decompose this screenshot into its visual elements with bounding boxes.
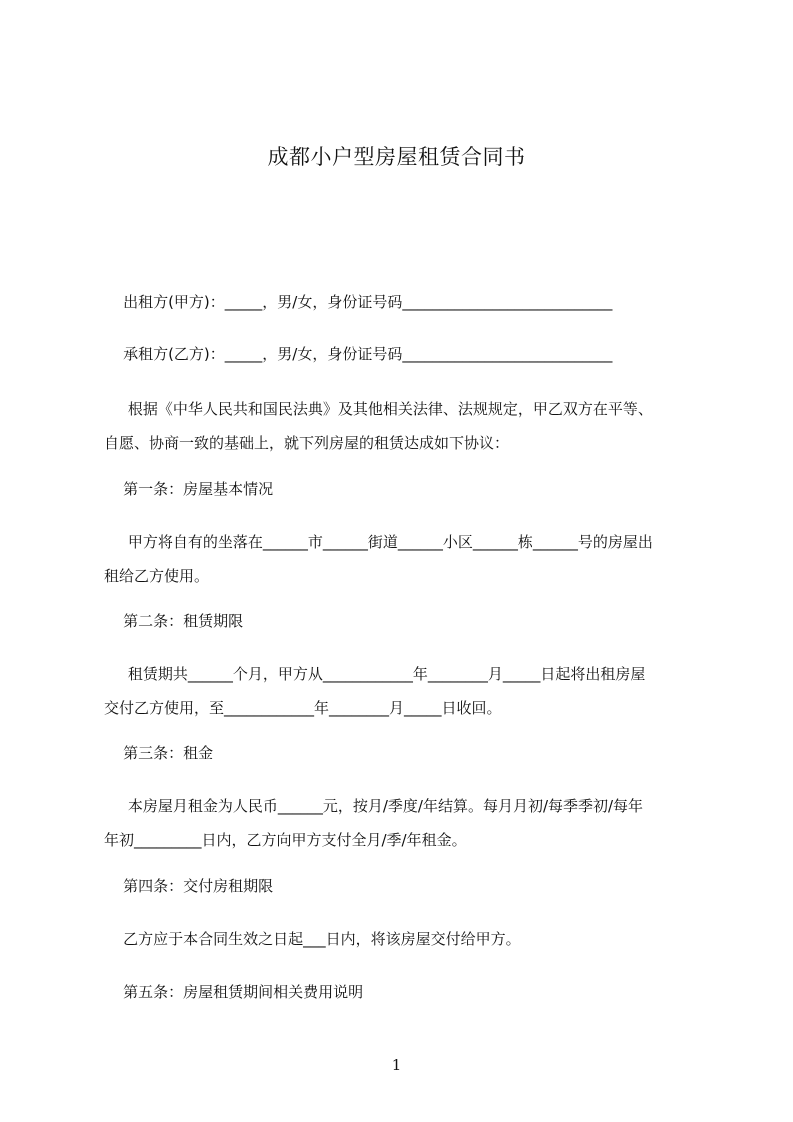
article-4-heading: 第四条：交付房租期限 bbox=[104, 877, 274, 895]
article-3-heading: 第三条：租金 bbox=[104, 744, 214, 762]
article-2-heading: 第二条：租赁期限 bbox=[104, 612, 244, 630]
article-3-body: 本房屋月租金为人民币______元，按月/季度/年结算。每月月初/每季季初/每年 年初_________日内，乙方向甲方支付全月/季/年租金。 bbox=[104, 797, 644, 849]
article-4-body: 乙方应于本合同生效之日起___日内，将该房屋交付给甲方。 bbox=[104, 930, 521, 948]
article-1-heading: 第一条：房屋基本情况 bbox=[104, 480, 274, 498]
document-title: 成都小户型房屋租赁合同书 bbox=[267, 145, 526, 169]
article-1-body: 甲方将自有的坐落在______市______街道______小区______栋______号的房屋出 租给乙方使用。 bbox=[104, 533, 653, 585]
article-5-heading: 第五条：房屋租赁期间相关费用说明 bbox=[104, 983, 364, 1001]
page-number: 1 bbox=[391, 1056, 402, 1074]
preamble-paragraph: 根据《中华人民共和国民法典》及其他相关法律、法规规定，甲乙双方在平等、 自愿、协商一致的基础上，就下列房屋的租赁达成如下协议： bbox=[104, 400, 653, 452]
lessor-line: 出租方(甲方)：_____，男/女，身份证号码____________________________ bbox=[104, 293, 613, 311]
article-2-body: 租赁期共______个月，甲方从____________年________月_____日起将出租房屋 交付乙方使用，至____________年________月_____日收回。 bbox=[104, 665, 646, 717]
lessee-line: 承租方(乙方)：_____，男/女，身份证号码____________________________ bbox=[104, 345, 613, 363]
